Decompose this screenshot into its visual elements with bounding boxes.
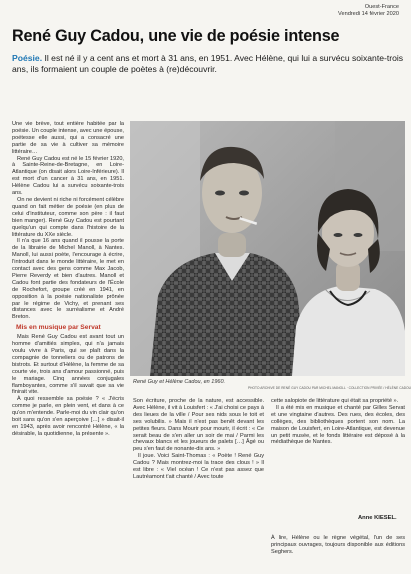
article-lede [12,53,404,76]
photo-image [130,121,405,376]
paragraph: Il a été mis en musique et chanté par Gilles Servat et une vingtaine d'autres. Des rues, des écoles, des collèges, des bibliothèques portent son nom. La maison de Louisfert, en Loire-Atlantique, est devenue un petit musée, et le fonds littéraire est déposé à la médiathèque de Nantes. [271,404,405,446]
article-column-1 [12,121,124,438]
article-column-3 [271,398,405,446]
paragraph: On ne devient ni riche ni forcément célèbre quand on fait métier de poésie (en plus de celui d'instituteur, comme son père : il faut bien manger). René Guy Cadou est pourtant quelqu'un qui compte dans l'histoire de la littérature du XXe siècle. [12,196,124,238]
article-title: René Guy Cadou, une vie de poésie intense [12,27,340,45]
publication-header [338,4,399,18]
paragraph: Mais René Guy Cadou est avant tout un homme d'amitiés simples, qui n'a jamais voulu vivre à Paris, qui se plaît dans la compagnie de tonneliers ou de patrons de bistrots. Et surtout d'Hélène, la femme de sa courte vie, trois ans d'amour passionné, puis le mariage. Cinq années conjugales flamboyantes, comme s'il savait que sa vie finirait vite. [12,334,124,396]
photo-credit: PHOTO ARCHIVE DE RENÉ GUY CADOU PAR MICHEL MANOLL · COLLECTION PRIVÉE / HÉLÈNE CADOU [248,386,411,390]
reading-teaser [271,535,405,556]
author-signature: Anne KIESEL. [358,515,397,521]
paragraph: René Guy Cadou est né le 15 février 1920, à Sainte-Reine-de-Bretagne, en Loire-Atlantique (on disait alors Loire-Inférieure). Il est mort d'un cancer à 31 ans, en 1951. Hélène Cadou lui a survécu soixante-trois ans. [12,155,124,197]
paragraph: Son écriture, proche de la nature, est accessible. Avec Hélène, il vit à Louisfert : « J'ai choisi ce pays à des lieues de la ville / Pour ses nids sous le toit et ses volubilis. » Mais il n'est pas benêt devant les petites fleurs. Dans Mourir pour mourir, il écrit : « Ce serait beau de s'en aller un soir de mai / Parmi les chevaux blancs et les joueurs de palets […] Âgé ou peu s'en faut de nonante-dix ans. » [133,398,264,453]
paragraph: Une vie brève, tout entière habitée par la poésie. Un couple intense, avec une épouse, poétesse elle aussi, qui a consacré une partie de sa vie à cultiver sa mémoire littéraire… [12,121,124,155]
paragraph: À quoi ressemble sa poésie ? « J'écris comme je parle, en plein vent, et dans à ce qu'on m'entende. Parle-moi du vin clair qu'on boit sans qu'on s'en aperçoive […] » disait-il en 1943, après avoir rencontré Hélène, « la désirable, la quotidienne, la présente ». [12,396,124,437]
teaser-text: À lire, Hélène ou le règne végétal, l'un de ses principaux ouvrages, toujours disponible aux éditions Seghers. [271,535,405,555]
subheading: Mis en musique par Servat [16,324,101,332]
lede-kicker: Poésie. [12,53,43,63]
photo-caption: René Guy et Hélène Cadou, en 1960. [133,379,226,385]
paragraph: Il n'a que 16 ans quand il pousse la porte de la librairie de Michel Manoll, à Nantes. Manoll, lui aussi poète, l'encourage à écrire, l'introduit dans le monde littéraire, le met en contact avec des gens comme Max Jacob, Pierre Reverdy et bien d'autres. Manoll et Cadou font partie des fondateurs de l'École de Rochefort, groupe créé en 1941, en opposition à la poésie nationaliste prônée par le régime de Vichy, et prenant ses distances avec le surréalisme et André Breton. [12,238,124,321]
paragraph: cette salopiote de littérature qui était sa propriété ». [271,398,399,404]
paragraph: Il joue. Voici Saint-Thomas : « Poète ! René Guy Cadou ? Mais montrez-moi la trace des clous ! » Il est libre : « Viel océan ! Ce n'est pas assez que Lautréamont t'ait chanté / Avec toute [133,453,264,480]
lede-text: Il est né il y a cent ans et mort à 31 ans, en 1951. Avec Hélène, qui lui a survécu soixante-trois ans, ils formaient un couple de poètes à (re)découvrir. [12,53,404,75]
publication-date: Vendredi 14 février 2020 [338,11,399,17]
article-column-2 [133,398,264,481]
publication-name: Ouest-France [364,4,399,10]
couple-photo [130,121,405,376]
